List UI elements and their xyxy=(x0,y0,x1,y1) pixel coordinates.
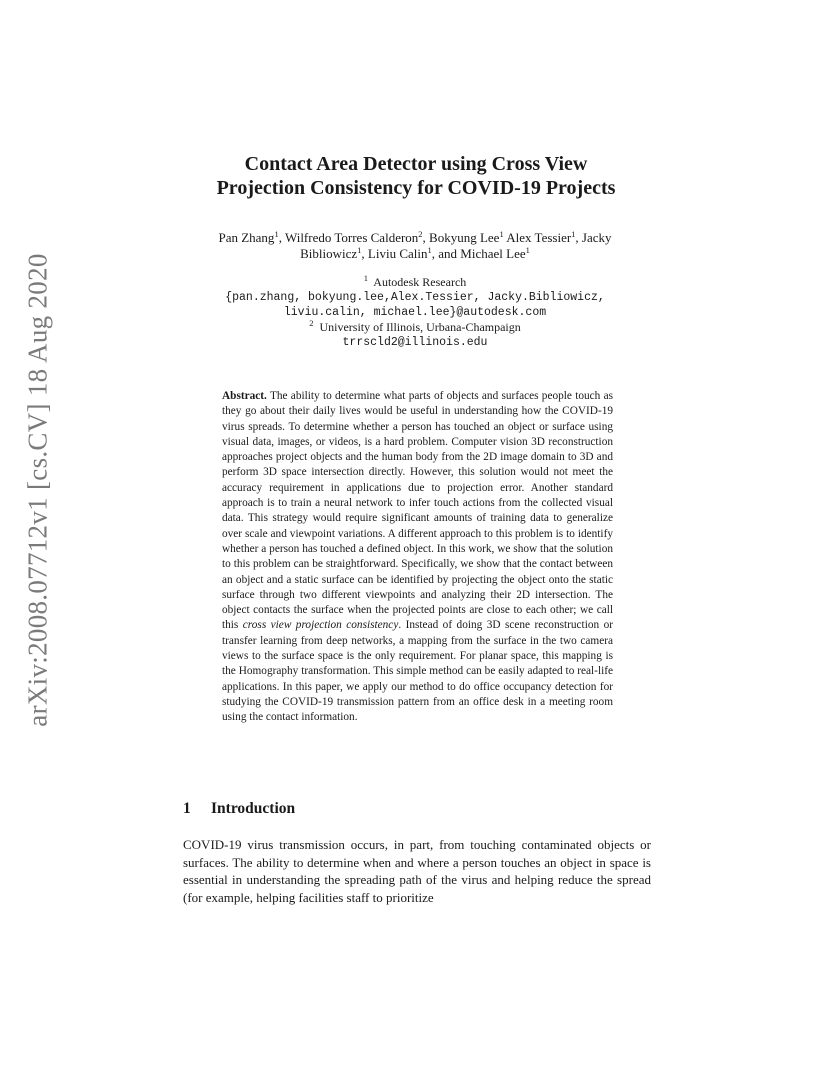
section-heading xyxy=(183,800,295,818)
author-affil-mark: 2 xyxy=(418,229,423,239)
author-affil-mark: 1 xyxy=(357,245,362,255)
abstract-label: Abstract. xyxy=(222,390,267,402)
author-name: Alex Tessier xyxy=(506,230,572,245)
affiliation-1-emails-line-1: {pan.zhang, bokyung.lee,Alex.Tessier, Jacky.Bibliowicz, xyxy=(225,291,605,304)
abstract-text-continued: . Instead of doing 3D scene reconstruction or transfer learning from deep networks, a mapping from the surface in the two camera views to the surface space is the only requirement. For planar space, this mapping is the Homography transformation. This simple method can be easily adapted to real-life applications. In this paper, we apply our method to do office occupancy detection for studying the COVID-19 transmission pattern from an office desk in a meeting room using the contact information. xyxy=(222,619,613,724)
title-line-2: Projection Consistency for COVID-19 Projects xyxy=(216,177,616,199)
affiliation-1 xyxy=(180,275,650,290)
affiliation-mark: 2 xyxy=(309,318,314,328)
section-number: 1 xyxy=(183,800,191,817)
author-affil-mark: 1 xyxy=(525,245,530,255)
author-line-2: Bibliowicz$^1$, Liviu Calin$^1$, and Michael Lee$^1$ xyxy=(300,245,530,261)
arxiv-identifier-text: arXiv:2008.07712v1 [cs.CV] 18 Aug 2020 xyxy=(22,253,53,727)
title-line-1: Contact Area Detector using Cross View xyxy=(244,153,588,175)
author-list xyxy=(180,230,650,262)
author-line-1: Pan Zhang$^1$, Wilfredo Torres Calderon$^2$, Bokyung Lee$^1$ Alex Tessier$^1$, Jacky xyxy=(218,229,612,245)
affiliation-name: University of Illinois, Urbana-Champaign xyxy=(319,320,521,334)
author-affil-mark: 1 xyxy=(274,229,279,239)
affiliation-1-emails-line-2: liviu.calin, michael.lee}@autodesk.com xyxy=(283,306,547,319)
author-affil-mark: 1 xyxy=(499,229,504,239)
abstract-emphasis: cross view projection consistency xyxy=(242,619,399,632)
arxiv-identifier xyxy=(18,253,58,727)
affiliation-mark: 1 xyxy=(363,273,368,283)
author-name: Pan Zhang xyxy=(218,230,275,245)
abstract xyxy=(222,389,613,726)
affiliation-2 xyxy=(180,320,650,335)
introduction-paragraph: COVID-19 virus transmission occurs, in part, from touching contaminated objects or surfaces. The ability to determine when and where a person touches an object in space is essential in understanding the spreading path of the virus and helping reduce the spread (for example, helping facilities staff to prioritize xyxy=(183,837,651,905)
author-name: Michael Lee xyxy=(460,246,526,261)
section-title: Introduction xyxy=(211,800,296,817)
author-name: Bokyung Lee xyxy=(429,230,500,245)
paper-title xyxy=(160,152,672,200)
affiliations xyxy=(180,275,650,350)
author-affil-mark: 1 xyxy=(571,229,576,239)
affiliation-name: Autodesk Research xyxy=(373,275,467,289)
author-name: Liviu Calin xyxy=(367,246,428,261)
author-affil-mark: 1 xyxy=(427,245,432,255)
author-name: Jacky xyxy=(581,230,612,245)
author-name: Wilfredo Torres Calderon xyxy=(284,230,419,245)
author-name: Bibliowicz xyxy=(300,246,358,261)
author-conjunction: and xyxy=(438,246,458,261)
affiliation-2-email: trrscld2@illinois.edu xyxy=(342,336,488,349)
abstract-text: The ability to determine what parts of objects and surfaces people touch as they go about their daily lives would be useful in understanding how the COVID-19 virus spreads. To determine whether a person has touched an object or surface using visual data, images, or videos, is a hard problem. Computer vision 3D reconstruction approaches project objects and the human body from the 2D image domain to 3D and perform 3D space intersection directly. However, this solution would not meet the accuracy requirement in applications due to projection error. Another standard approach is to train a neural network to infer touch actions from the collected visual data. This strategy would require significant amounts of training data to generalize over scale and viewpoint variations. A different approach to this problem is to identify whether a person has touched a defined object. In this work, we show that the solution to this problem can be straightforward. Specifically, we show that the contact between an object and a static surface can be identified by projecting the object onto the static surface through two different viewpoints and analyzing their 2D intersection. The object contacts the surface when the projected points are close to each other; we call this xyxy=(222,390,613,632)
